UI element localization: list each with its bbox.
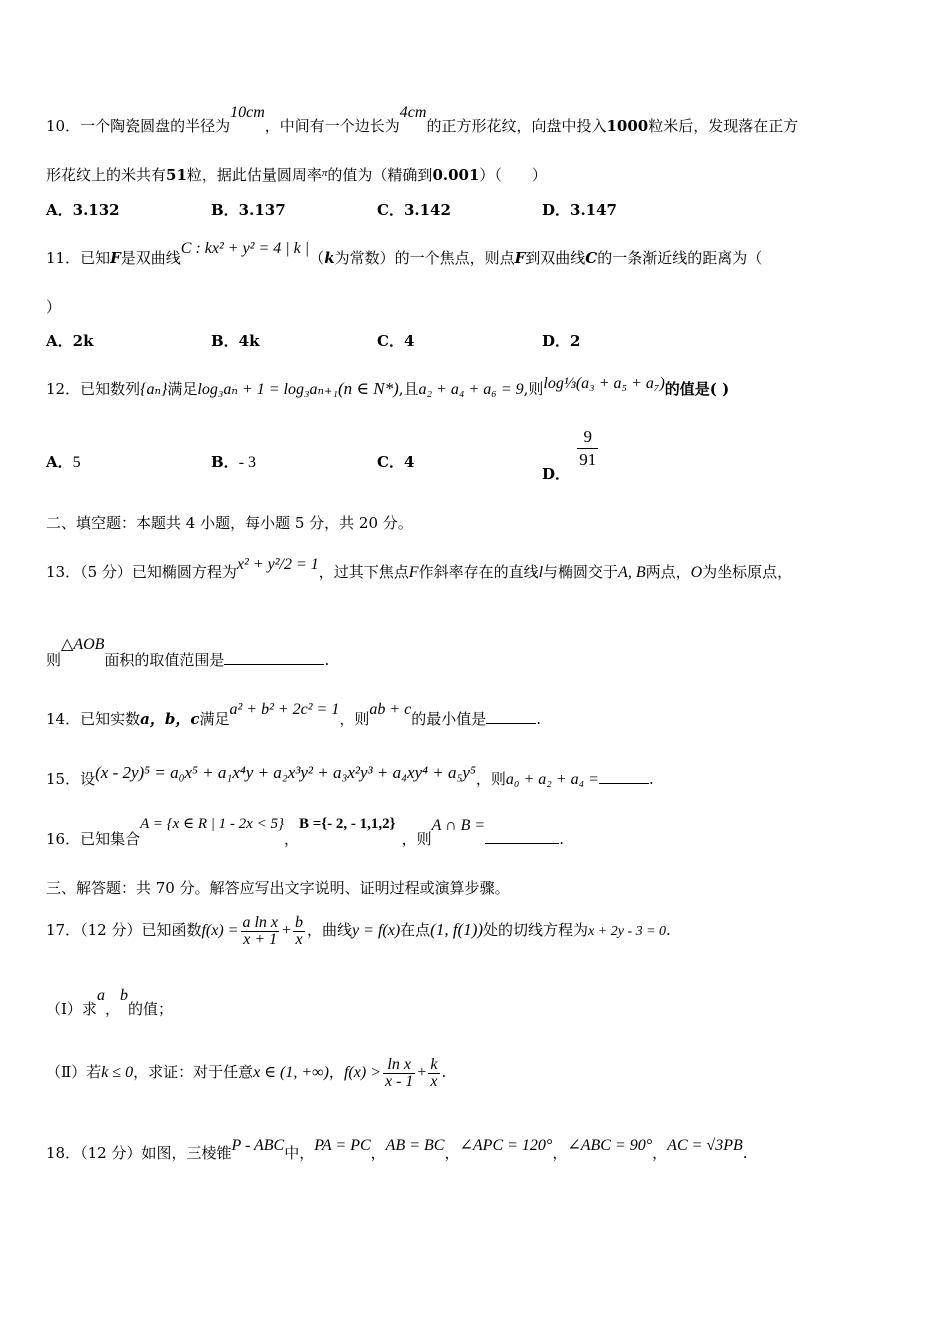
section-solve-heading: 三、解答题：共 70 分。解答应写出文字说明、证明过程或演算步骤。 bbox=[46, 879, 510, 897]
q17-line1 bbox=[46, 910, 671, 950]
q12-condition: (n ∈ N*) bbox=[338, 379, 399, 398]
q17-part2-text: ，求证：对于任意 bbox=[133, 1063, 254, 1081]
q10-text: 的值为（精确到 bbox=[327, 166, 433, 184]
q13-origin: O bbox=[690, 564, 703, 581]
q11-number: 11． bbox=[46, 249, 81, 267]
q17-end: . bbox=[441, 1063, 447, 1081]
q18-number: 18． bbox=[46, 1144, 81, 1162]
q17-end: . bbox=[666, 921, 671, 939]
q12-option-c: C．4 bbox=[377, 453, 415, 471]
q14-end: . bbox=[536, 710, 542, 728]
q11-text: 是双曲线 bbox=[120, 249, 181, 267]
q16-expression: A ∩ B = bbox=[431, 817, 486, 834]
q17-text: 处的切线方程为 bbox=[483, 921, 589, 939]
q12-option-a-value: 5 bbox=[72, 454, 81, 471]
q13-equation: x² + y²/2 = 1 bbox=[236, 556, 319, 573]
q12-sequence: {aₙ} bbox=[140, 381, 168, 398]
q11-line1 bbox=[46, 240, 763, 269]
q10-text: 形花纹上的米共有 bbox=[46, 166, 167, 184]
q17-a: a bbox=[96, 987, 105, 1004]
q18-sep: ， bbox=[444, 1144, 460, 1162]
q18-condition3: ∠APC = 120° bbox=[459, 1137, 553, 1154]
q12-option-d bbox=[542, 426, 600, 483]
q18-condition5: AC = √3PB bbox=[667, 1137, 743, 1154]
q17-comma: ， bbox=[104, 1000, 120, 1018]
q12-equation2: a₂ + a₄ + a₆ = 9 bbox=[418, 381, 524, 398]
q11-option-a: A．2k bbox=[46, 332, 94, 350]
q10-text: 粒，据此估量圆周率 bbox=[186, 166, 322, 184]
q13-text: 面积的取值范围是 bbox=[104, 651, 225, 669]
q10-count: 1000 bbox=[606, 117, 649, 135]
q14-text: ，则 bbox=[339, 710, 370, 728]
q17-k-condition: k ≤ 0 bbox=[101, 1064, 134, 1081]
q17-frac3-den: x - 1 bbox=[384, 1072, 414, 1090]
q12-equation3: log⅓(a₃ + a₅ + a₇) bbox=[543, 375, 665, 392]
q12-text: ,且 bbox=[398, 380, 419, 398]
q10-text: 一个陶瓷圆盘的半径为 bbox=[80, 117, 231, 135]
q12-equation1: log₃aₙ + 1 = log₃aₙ₊₁ bbox=[197, 381, 338, 398]
q11-focus: F bbox=[514, 249, 526, 267]
q17-fraction3 bbox=[383, 1057, 415, 1090]
q17-part2 bbox=[46, 1052, 446, 1092]
q17-frac1-num: a ln x bbox=[242, 913, 278, 931]
q17-plus: + bbox=[417, 1064, 427, 1081]
q14-number: 14． bbox=[46, 710, 81, 728]
q12-option-d-fraction bbox=[577, 426, 598, 471]
q17-fraction4 bbox=[428, 1057, 439, 1090]
q18-sep: ， bbox=[552, 1144, 568, 1162]
q17-part1-text: 的值； bbox=[127, 1000, 173, 1018]
q11-text: 已知 bbox=[80, 249, 111, 267]
q12-frac-den: 91 bbox=[579, 450, 597, 469]
q12-frac-num: 9 bbox=[583, 427, 592, 446]
q13-text: 为坐标原点， bbox=[702, 563, 793, 581]
q12-number: 12． bbox=[46, 380, 81, 398]
q10-pi: π bbox=[321, 167, 328, 179]
q18-text: 中， bbox=[284, 1144, 315, 1162]
q13-text: 则 bbox=[46, 651, 62, 669]
q10-option-a: A．3.132 bbox=[46, 201, 120, 219]
q14-text: 满足 bbox=[199, 710, 230, 728]
q11-text: 到双曲线 bbox=[525, 249, 586, 267]
q17-part1 bbox=[46, 987, 173, 1020]
q13-end: . bbox=[324, 651, 330, 669]
q17-frac3-num: ln x bbox=[387, 1055, 411, 1073]
q17-frac4-den: x bbox=[430, 1072, 438, 1090]
q14-text: 已知实数 bbox=[80, 710, 141, 728]
q13-number: 13． bbox=[46, 563, 81, 581]
q10-option-b: B．3.137 bbox=[211, 201, 286, 219]
q16-separator: ， bbox=[283, 830, 299, 848]
q18-line bbox=[46, 1137, 748, 1164]
q11-equation: C : kx² + y² = 4 | k | bbox=[180, 240, 310, 257]
q17-frac4-num: k bbox=[430, 1055, 438, 1073]
q17-frac2-num: b bbox=[295, 913, 304, 931]
q16-answer-blank[interactable] bbox=[485, 829, 559, 844]
q11-line2 bbox=[46, 297, 61, 317]
q10-count2: 51 bbox=[166, 166, 187, 184]
q18-condition1: PA = PC bbox=[314, 1137, 371, 1154]
q14-variables: a，b，c bbox=[140, 710, 200, 728]
q13-answer-blank[interactable] bbox=[224, 650, 324, 665]
q11-focus: F bbox=[110, 249, 121, 267]
q18-end: . bbox=[742, 1144, 748, 1162]
q10-radius: 10cm bbox=[230, 104, 265, 121]
q11-text: 为常数）的一个焦点，则点 bbox=[334, 249, 515, 267]
q12-text: 满足 bbox=[167, 380, 198, 398]
q10-text: ，中间有一个边长为 bbox=[264, 117, 400, 135]
q13-points: A, B bbox=[618, 564, 646, 581]
q15-equation: (x - 2y)⁵ = a₀x⁵ + a₁x⁴y + a₂x³y² + a₃x²y³ + a₄xy⁴ + a₅y⁵ bbox=[95, 763, 476, 782]
q13-focus: F bbox=[408, 564, 419, 581]
q18-sep: ， bbox=[652, 1144, 668, 1162]
q15-text: 设 bbox=[80, 770, 96, 788]
q11-text: 的一条渐近线的距离为（ bbox=[597, 249, 763, 267]
q15-end: . bbox=[648, 770, 654, 788]
q10-line1 bbox=[46, 104, 799, 137]
q12-option-b bbox=[211, 452, 256, 473]
q12-text: ,则 bbox=[523, 380, 544, 398]
q12-option-a bbox=[46, 452, 81, 473]
q16-text: ，则 bbox=[401, 830, 432, 848]
q18-pyramid: P - ABC bbox=[231, 1137, 285, 1154]
q17-text: 在点 bbox=[400, 921, 431, 939]
q10-number: 10． bbox=[46, 117, 81, 135]
q13-line-l: l bbox=[538, 564, 544, 581]
q12-option-b-label: B． bbox=[211, 453, 239, 471]
q15-number: 15． bbox=[46, 770, 81, 788]
q17-plus: + bbox=[282, 922, 292, 939]
q13-line1 bbox=[46, 556, 793, 583]
q16-set-a: A = {x ∈ R | 1 - 2x < 5} bbox=[140, 816, 284, 832]
q17-tangent: x + 2y - 3 = 0 bbox=[588, 924, 667, 939]
q10-option-d: D．3.147 bbox=[542, 201, 617, 219]
section-fill-blank-heading: 二、填空题：本题共 4 小题，每小题 5 分，共 20 分。 bbox=[46, 514, 413, 532]
q13-text: 两点， bbox=[645, 563, 691, 581]
q18-text: （12 分）如图，三棱锥 bbox=[80, 1144, 232, 1162]
q10-text: 粒米后，发现落在正方 bbox=[648, 117, 799, 135]
q11-curve: C bbox=[585, 249, 598, 267]
q18-sep: ， bbox=[370, 1144, 386, 1162]
q17-part2-text: ， bbox=[328, 1063, 344, 1081]
q17-curve: y = f(x) bbox=[352, 922, 401, 939]
q14-expression: ab + c bbox=[369, 701, 412, 718]
q13-triangle: △AOB bbox=[61, 636, 105, 653]
q15-line bbox=[46, 763, 654, 790]
q14-equation: a² + b² + 2c² = 1 bbox=[229, 701, 340, 718]
q17-domain: x ∈ (1, +∞) bbox=[253, 1064, 329, 1081]
q14-line bbox=[46, 701, 542, 730]
q17-text: （12 分）已知函数 bbox=[80, 921, 202, 939]
q17-frac2-den: x bbox=[295, 930, 303, 948]
q17-point: (1, f(1)) bbox=[430, 920, 484, 939]
q18-condition2: AB = BC bbox=[385, 1137, 445, 1154]
q14-answer-blank[interactable] bbox=[486, 709, 536, 724]
q16-set-b: B ={- 2, - 1,1,2} bbox=[298, 816, 396, 832]
q12-option-d-label: D． bbox=[542, 464, 571, 483]
q13-text: （5 分）已知椭圆方程为 bbox=[80, 563, 237, 581]
q18-condition4: ∠ABC = 90° bbox=[567, 1137, 653, 1154]
q12-option-b-value: - 3 bbox=[238, 454, 257, 471]
q11-text: （ bbox=[309, 249, 325, 267]
q17-number: 17． bbox=[46, 921, 81, 939]
q13-text: ，过其下焦点 bbox=[318, 563, 409, 581]
q10-text: ）（ ） bbox=[479, 166, 547, 184]
q15-expression: a₀ + a₂ + a₄ = bbox=[505, 771, 599, 788]
q11-k: k bbox=[324, 249, 335, 267]
q17-part2-text: （Ⅱ）若 bbox=[46, 1063, 102, 1081]
q17-frac1-den: x + 1 bbox=[243, 930, 278, 948]
q13-line2 bbox=[46, 636, 330, 671]
q13-text: 与椭圆交于 bbox=[543, 563, 619, 581]
q17-fraction1 bbox=[240, 915, 280, 948]
q15-answer-blank[interactable] bbox=[599, 769, 649, 784]
q16-number: 16． bbox=[46, 830, 81, 848]
q17-inequality: f(x) > bbox=[343, 1064, 381, 1081]
q17-text: ，曲线 bbox=[307, 921, 353, 939]
q11-option-d: D．2 bbox=[542, 332, 581, 350]
q12-text: 的值是( ) bbox=[664, 380, 730, 398]
q11-close: ） bbox=[46, 298, 62, 316]
q17-part1-text: （Ⅰ）求 bbox=[46, 1000, 97, 1018]
q13-text: 作斜率存在的直线 bbox=[418, 563, 539, 581]
q17-function: f(x) = bbox=[201, 922, 239, 939]
q10-option-c: C．3.142 bbox=[377, 201, 451, 219]
q16-end: . bbox=[559, 830, 564, 848]
q12-text: 已知数列 bbox=[80, 380, 141, 398]
q17-fraction2 bbox=[293, 915, 305, 948]
q12-line1 bbox=[46, 375, 730, 400]
q11-option-c: C．4 bbox=[377, 332, 415, 350]
q10-precision: 0.001 bbox=[432, 166, 480, 184]
q15-text: ，则 bbox=[475, 770, 506, 788]
q16-line bbox=[46, 816, 564, 850]
q14-text: 的最小值是 bbox=[411, 710, 487, 728]
q10-line2 bbox=[46, 165, 547, 187]
q16-text: 已知集合 bbox=[80, 830, 141, 848]
q10-side: 4cm bbox=[399, 104, 427, 121]
q12-option-a-label: A． bbox=[46, 453, 73, 471]
q11-option-b: B．4k bbox=[211, 332, 260, 350]
q10-text: 的正方形花纹，向盘中投入 bbox=[426, 117, 607, 135]
q17-b: b bbox=[119, 987, 128, 1004]
